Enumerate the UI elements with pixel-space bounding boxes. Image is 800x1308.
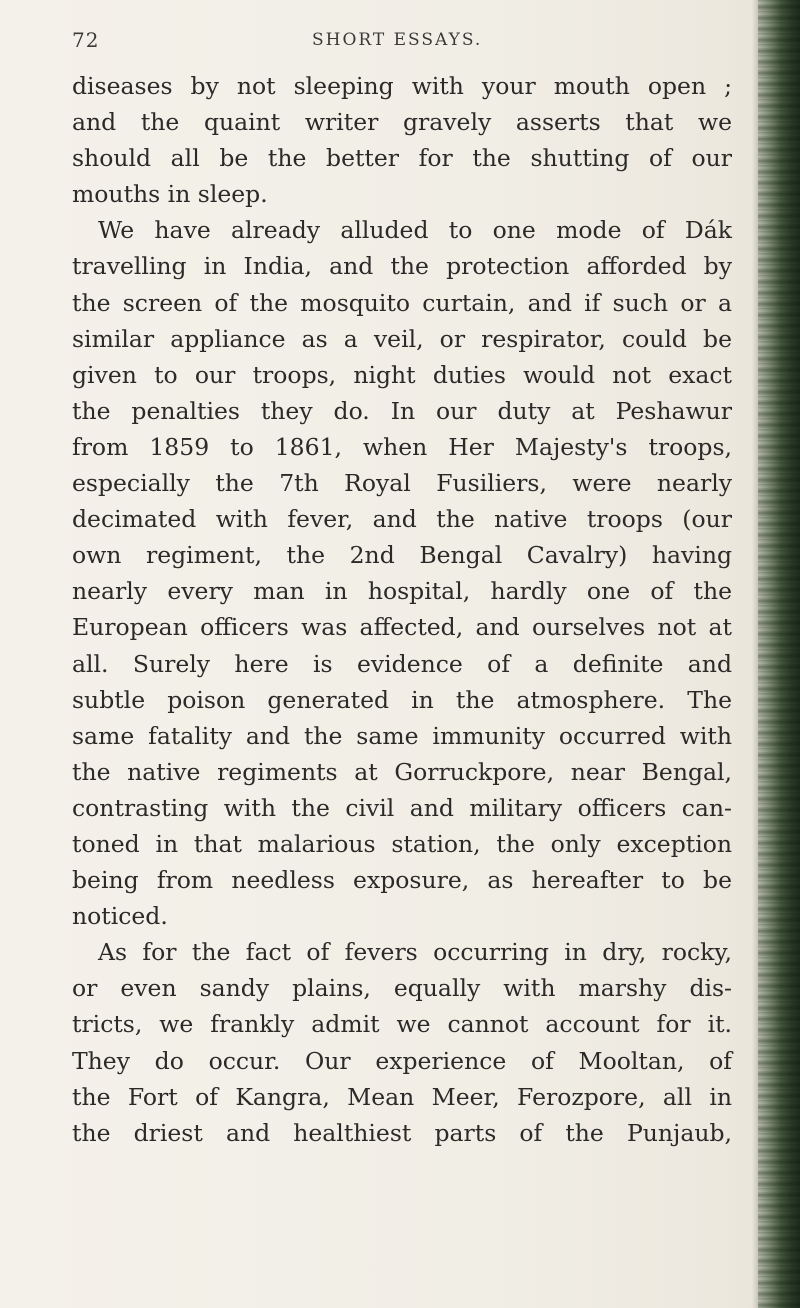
text-line: mouths in sleep. [72, 180, 268, 209]
body-text [72, 68, 732, 1151]
text-line: the driest and healthiest parts of the Punjaub, [72, 1118, 732, 1147]
text-line: especially the 7th Royal Fusiliers, were nearly [72, 469, 732, 498]
text-line: subtle poison generated in the atmosphere. The [72, 685, 732, 714]
text-line: They do occur. Our experience of Mooltan, of [72, 1046, 732, 1075]
text-line: the Fort of Kangra, Mean Meer, Ferozpore, all in [72, 1082, 732, 1111]
book-binding-edge [758, 0, 800, 1308]
text-line: contrasting with the civil and military officers can- [72, 793, 732, 822]
text-line: nearly every man in hospital, hardly one of the [72, 577, 732, 606]
text-line: noticed. [72, 902, 168, 931]
text-line: decimated with fever, and the native troops (our [72, 505, 732, 534]
text-line: and the quaint writer gravely asserts that we [72, 108, 732, 137]
text-line: toned in that malarious station, the only exception [72, 829, 732, 858]
text-line: should all be the better for the shutting of our [72, 144, 732, 173]
text-line: As for the fact of fevers occurring in dry, rocky, [98, 938, 732, 967]
text-line: European officers was affected, and ourselves not at [72, 613, 732, 642]
text-line: the native regiments at Gorruckpore, near Bengal, [72, 757, 732, 786]
text-line: the screen of the mosquito curtain, and if such or a [72, 288, 732, 317]
text-line: given to our troops, night duties would not exact [72, 360, 732, 389]
text-line: from 1859 to 1861, when Her Majesty's troops, [72, 432, 732, 461]
page-header [72, 28, 732, 54]
page-number: 72 [72, 28, 100, 52]
text-line: diseases by not sleeping with your mouth open ; [72, 72, 732, 100]
text-line: tricts, we frankly admit we cannot account for it. [72, 1010, 732, 1039]
text-line: own regiment, the 2nd Bengal Cavalry) having [72, 541, 732, 570]
text-line: travelling in India, and the protection afforded by [72, 252, 732, 281]
text-line: all. Surely here is evidence of a definite and [72, 649, 732, 678]
running-head: SHORT ESSAYS. [312, 30, 483, 50]
text-line: similar appliance as a veil, or respirator, could be [72, 324, 732, 353]
text-line: being from needless exposure, as hereafter to be [72, 866, 732, 895]
text-line: the penalties they do. In our duty at Peshawur [72, 396, 732, 425]
text-line: or even sandy plains, equally with marshy dis- [72, 974, 732, 1003]
text-line: We have already alluded to one mode of Dák [98, 216, 732, 245]
text-line: same fatality and the same immunity occurred with [72, 721, 732, 750]
